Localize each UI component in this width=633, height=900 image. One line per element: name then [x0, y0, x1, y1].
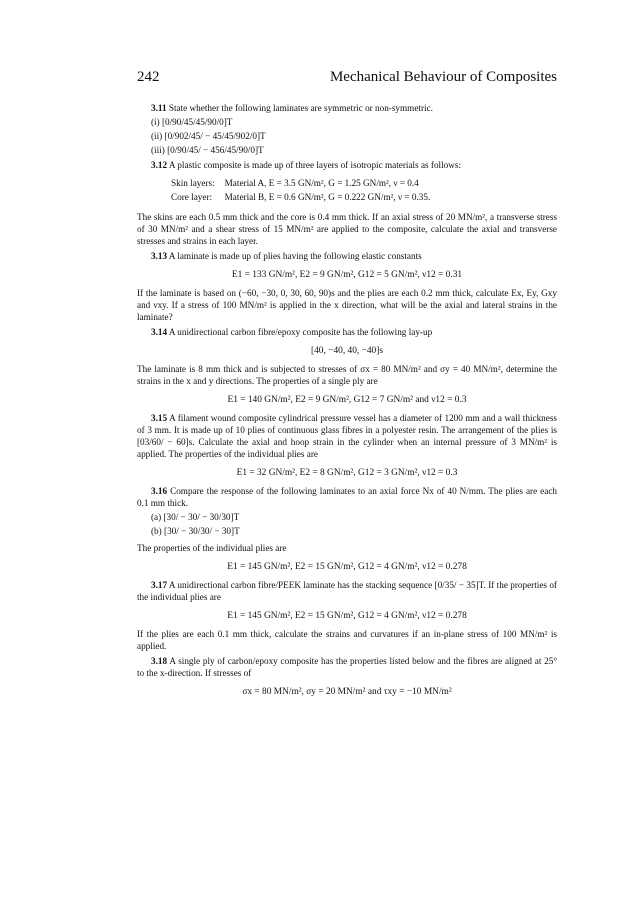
problem-statement [137, 412, 557, 460]
problem-continuation: The properties of the individual plies are [137, 543, 287, 553]
problem-set [137, 99, 557, 704]
layer-label: Core layer: [171, 192, 213, 202]
equation-line: [40, −40, 40, −40]s [310, 346, 384, 356]
problem-continuation: If the plies are each 0.1 mm thick, calculate the strains and curvatures if an in-plane stress of 100 MN/m² is applied. [137, 629, 557, 651]
problem-text: A filament wound composite cylindrical pressure vessel has a diameter of 1200 mm and a wall thickness of 3 mm. It is made up of 10 plies of continuous glass fibres in a polyester resin. The arrangement of the plies is [03/60/ − 60]s. Calculate the axial and hoop strain in the cylinder when an internal pressure of 3 MN/m² is applied. The properties of the individual plies are [137, 413, 557, 459]
problem-continuation: The laminate is 8 mm thick and is subjected to stresses of σx = 80 MN/m² and σy = 40 MN/m², determine the strains in the x and y directions. The properties of a single ply are [137, 364, 557, 386]
problem-statement [137, 655, 557, 679]
equation-line: E1 = 145 GN/m², E2 = 15 GN/m², G12 = 4 GN/m², ν12 = 0.278 [227, 611, 467, 621]
problem-statement [137, 102, 557, 114]
laminate-item: (ii) [0/902/45/ − 45/45/902/0]T [151, 131, 266, 141]
page-header [137, 69, 557, 89]
laminate-item: (i) [0/90/45/45/90/0]T [151, 117, 233, 127]
problem-number: 3.15 [151, 413, 168, 423]
layer-row [171, 177, 440, 191]
problem-number: 3.13 [151, 251, 168, 261]
problem-statement [137, 485, 557, 509]
problem-text: A laminate is made up of plies having the following elastic constants [167, 251, 422, 261]
problem-continuation: If the laminate is based on (−60, −30, 0, 30, 60, 90)s and the plies are each 0.2 mm thick, calculate Ex, Ey, Gxy and νxy. If a stress of 100 MN/m² is applied in the x direction, what will be the axial and lateral strains in the laminate? [137, 288, 557, 322]
equation-line: E1 = 32 GN/m², E2 = 8 GN/m², G12 = 3 GN/m², ν12 = 0.3 [236, 468, 458, 478]
problem-number: 3.12 [151, 160, 168, 170]
problem-number: 3.11 [151, 103, 167, 113]
problem-text: A single ply of carbon/epoxy composite has the properties listed below and the fibres are aligned at 25° to the x-direction. If stresses of [137, 656, 557, 678]
problem-number: 3.17 [151, 580, 168, 590]
laminate-item: (a) [30/ − 30/ − 30/30]T [151, 512, 240, 522]
problem-statement [137, 326, 557, 338]
problem-number: 3.18 [151, 656, 168, 666]
equation-line: σx = 80 MN/m², σy = 20 MN/m² and τxy = −10 MN/m² [242, 687, 452, 697]
problem-statement [137, 159, 557, 171]
layer-row [171, 191, 440, 205]
equation-line: E1 = 133 GN/m², E2 = 9 GN/m², G12 = 5 GN/m², ν12 = 0.31 [231, 270, 463, 280]
problem-statement [137, 250, 557, 262]
laminate-item: (b) [30/ − 30/30/ − 30]T [151, 526, 240, 536]
running-title: Mechanical Behaviour of Composites [329, 69, 557, 85]
problem-text: State whether the following laminates are symmetric or non-symmetric. [166, 103, 433, 113]
equation-line: E1 = 140 GN/m², E2 = 9 GN/m², G12 = 7 GN/m² and ν12 = 0.3 [227, 395, 467, 405]
layer-value: Material A, E = 3.5 GN/m², G = 1.25 GN/m², ν = 0.4 [224, 178, 419, 188]
problem-number: 3.16 [151, 486, 168, 496]
problem-continuation: The skins are each 0.5 mm thick and the core is 0.4 mm thick. If an axial stress of 20 MN/m², a transverse stress of 30 MN/m² and a shear stress of 15 MN/m² are applied to the composite, calculate the axial and transverse stresses and strains in each layer. [137, 212, 557, 246]
problem-text: Compare the response of the following laminates to an axial force Nx of 40 N/mm. The plies are each 0.1 mm thick. [137, 486, 557, 508]
layer-properties-table [171, 177, 440, 205]
page-number: 242 [137, 69, 160, 85]
problem-text: A unidirectional carbon fibre/PEEK laminate has the stacking sequence [0/35/ − 35]T. If the properties of the individual plies are [137, 580, 557, 602]
laminate-item: (iii) [0/90/45/ − 456/45/90/0]T [151, 145, 264, 155]
problem-number: 3.14 [151, 327, 168, 337]
problem-statement [137, 579, 557, 603]
layer-label: Skin layers: [171, 178, 215, 188]
equation-line: E1 = 145 GN/m², E2 = 15 GN/m², G12 = 4 GN/m², ν12 = 0.278 [227, 562, 467, 572]
problem-text: A unidirectional carbon fibre/epoxy composite has the following lay-up [167, 327, 433, 337]
problem-text: A plastic composite is made up of three layers of isotropic materials as follows: [167, 160, 462, 170]
layer-value: Material B, E = 0.6 GN/m², G = 0.222 GN/m², ν = 0.35. [224, 192, 431, 202]
